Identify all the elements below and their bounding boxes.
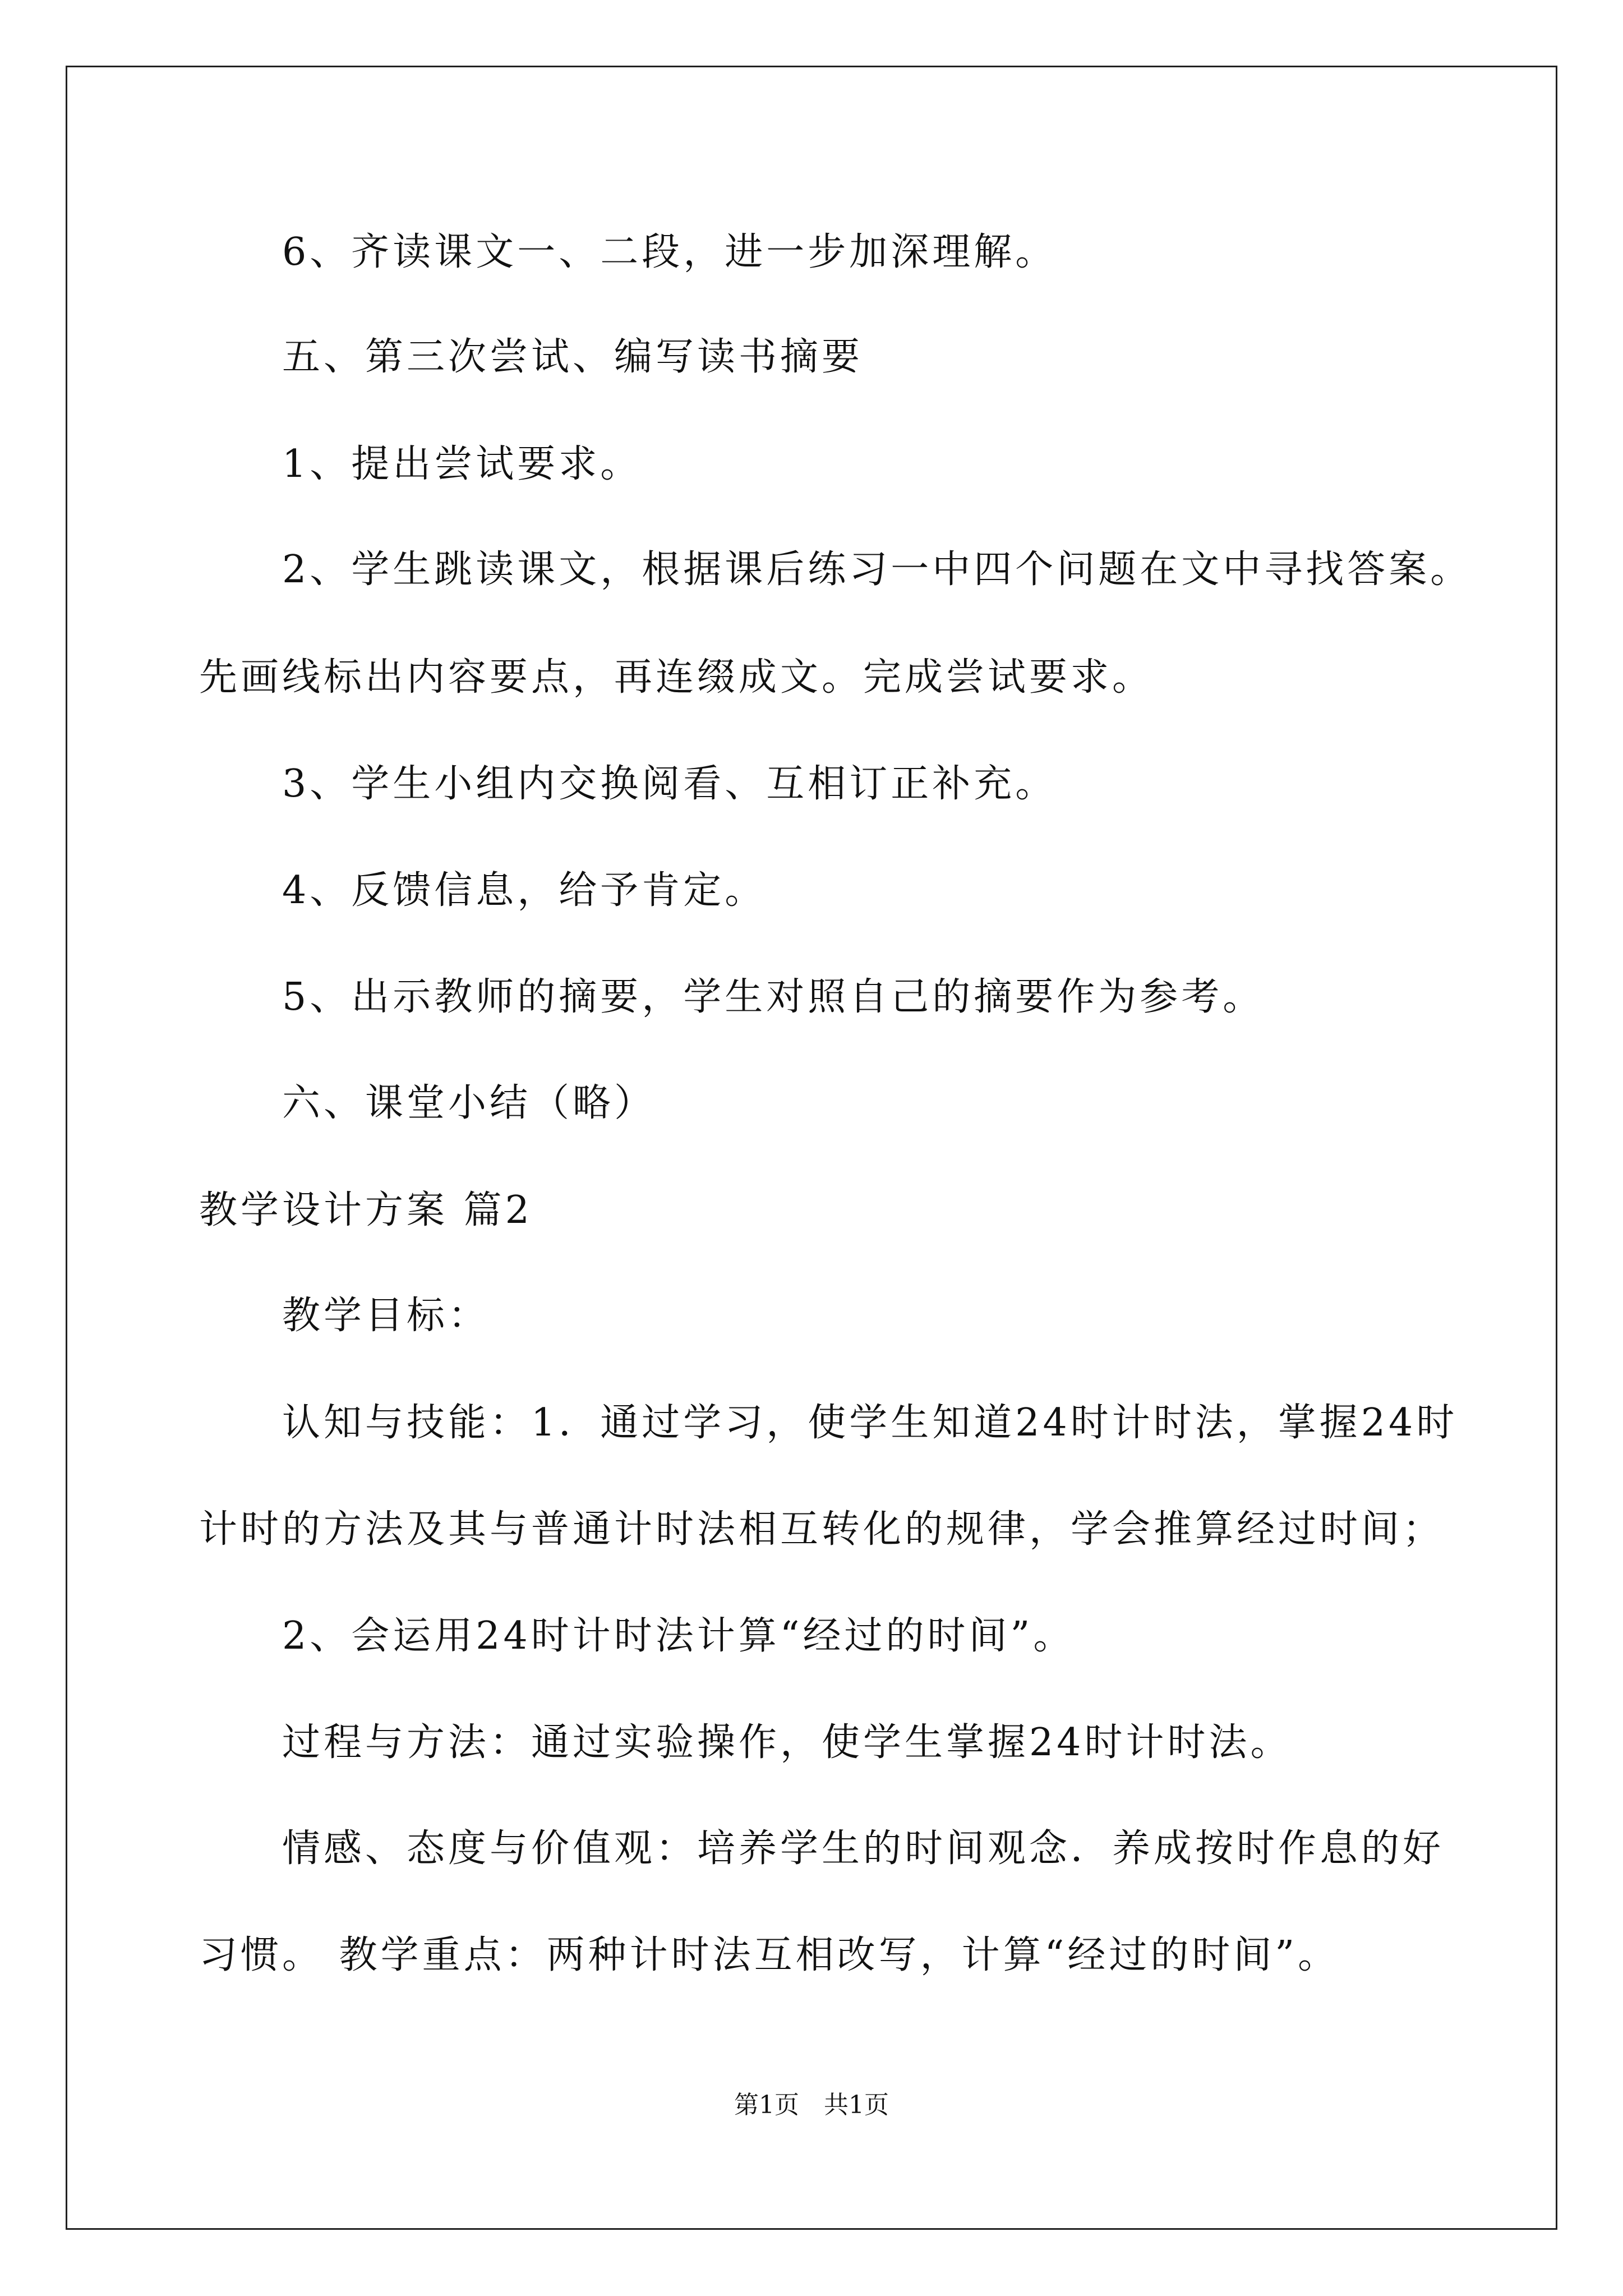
page-border: [66, 66, 1557, 2230]
text-line-4: 2、学生跳读课文，根据课后练习一中四个问题在文中寻找答案。: [282, 547, 1472, 592]
text-line-7: 4、反馈信息，给予肯定。: [282, 868, 767, 913]
text-line-11: 教学目标：: [282, 1294, 490, 1338]
text-line-3: 1、提出尝试要求。: [282, 442, 642, 486]
page-footer: 第1页 共1页: [734, 2091, 889, 2119]
text-line-8: 5、出示教师的摘要，学生对照自己的摘要作为参考。: [282, 975, 1265, 1019]
section-heading: 教学设计方案 篇2: [199, 1188, 533, 1232]
text-line-17: 习惯。 教学重点：两种计时法互相改写，计算“经过的时间”。: [199, 1933, 1340, 1977]
text-line-6: 3、学生小组内交换阅看、互相订正补充。: [282, 762, 1057, 806]
text-line-16: 情感、态度与价值观：培养学生的时间观念．养成按时作息的好: [282, 1826, 1445, 1871]
text-line-15: 过程与方法：通过实验操作，使学生掌握24时计时法。: [282, 1720, 1292, 1765]
text-line-9: 六、课堂小结（略）: [282, 1081, 656, 1125]
text-line-5: 先画线标出内容要点，再连缀成文。完成尝试要求。: [199, 655, 1154, 700]
text-line-14: 2、会运用24时计时法计算“经过的时间”。: [282, 1614, 1075, 1658]
text-line-2: 五、第三次尝试、编写读书摘要: [282, 335, 864, 379]
text-line-13: 计时的方法及其与普通计时法相互转化的规律，学会推算经过时间；: [199, 1507, 1445, 1552]
text-line-12: 认知与技能：1．通过学习，使学生知道24时计时法，掌握24时: [282, 1401, 1458, 1445]
text-line-1: 6、齐读课文一、二段，进一步加深理解。: [282, 230, 1057, 274]
